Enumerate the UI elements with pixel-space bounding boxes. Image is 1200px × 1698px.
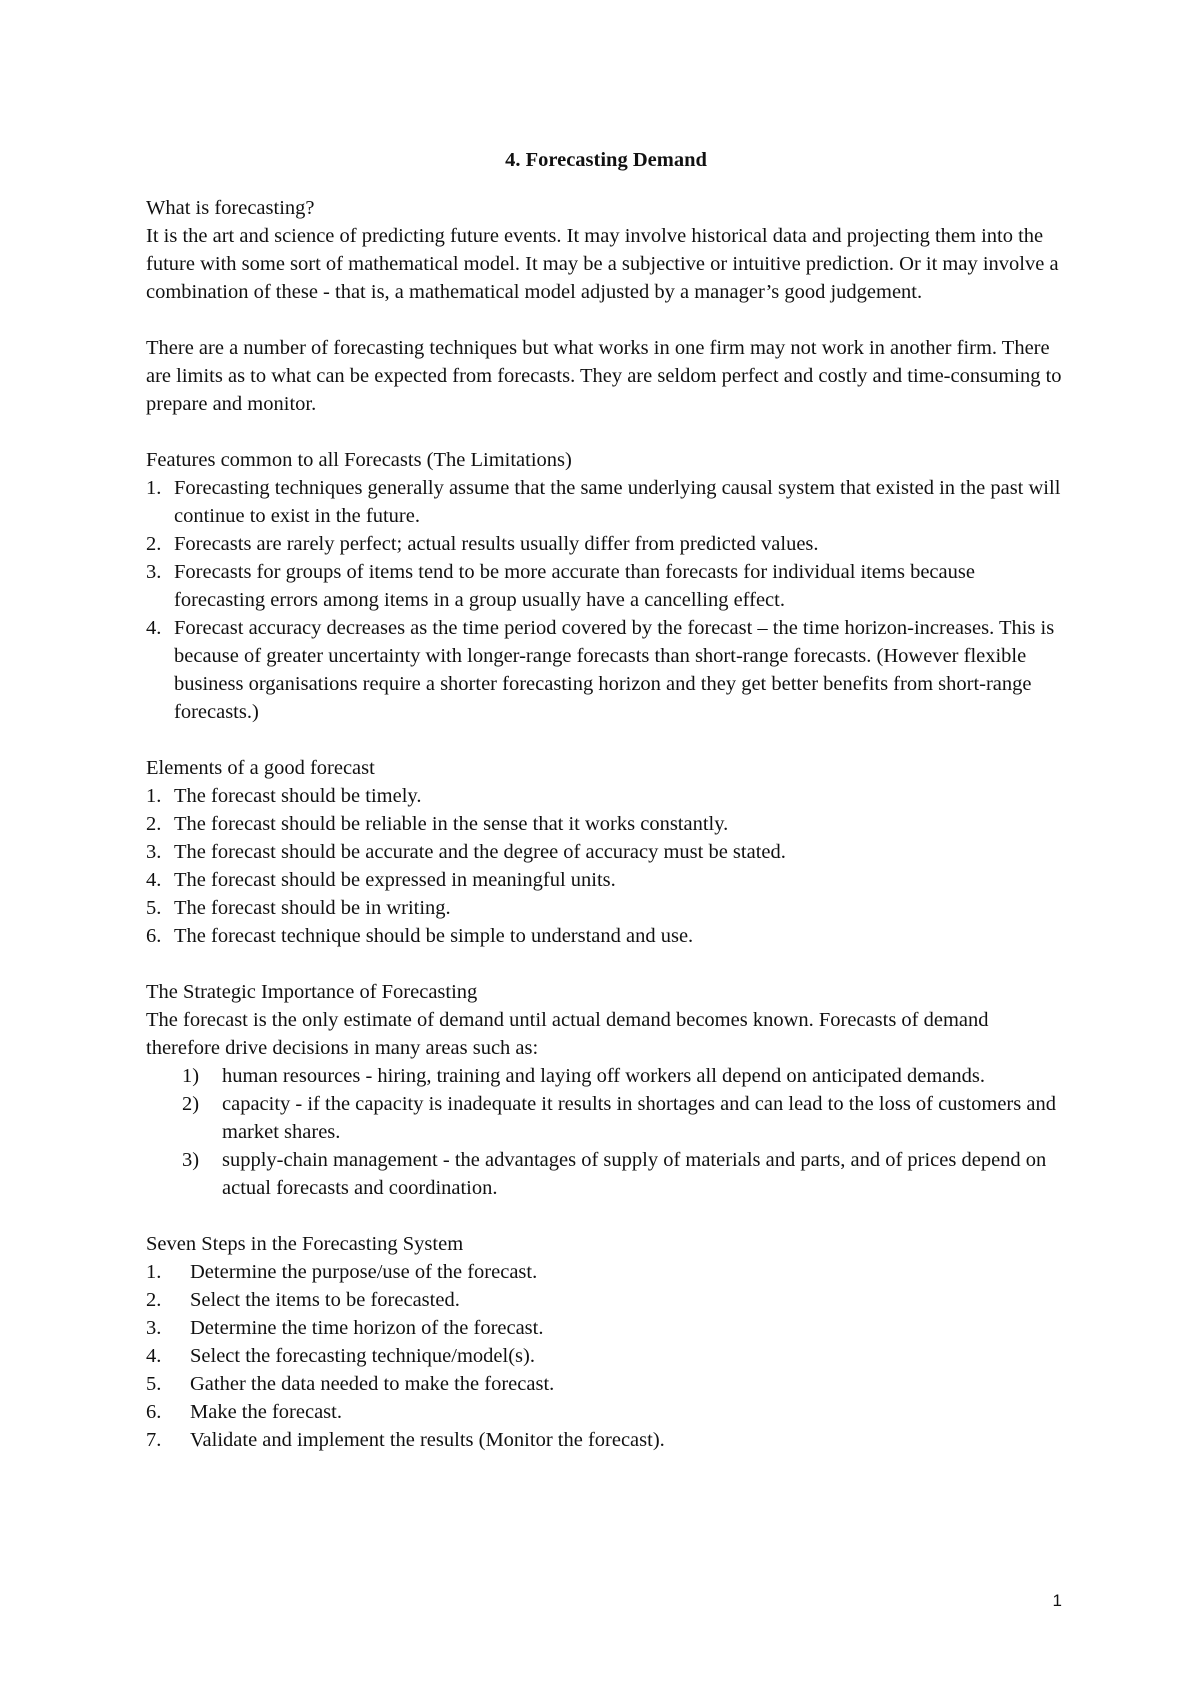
- steps-list: [146, 1258, 1066, 1454]
- list-item-text: Determine the purpose/use of the forecast.: [190, 1261, 538, 1283]
- steps-heading: Seven Steps in the Forecasting System: [146, 1233, 464, 1255]
- strategic-list: [182, 1062, 1066, 1202]
- intro-question: What is forecasting?: [146, 197, 315, 219]
- list-item-number: 3.: [146, 1317, 162, 1339]
- list-item-text: The forecast should be reliable in the sense that it works constantly.: [174, 813, 729, 835]
- list-item: [146, 866, 1066, 894]
- list-item: [146, 1258, 1066, 1286]
- list-item: [146, 782, 1066, 810]
- features-heading: Features common to all Forecasts (The Limitations): [146, 449, 572, 471]
- list-item-number: 1): [182, 1065, 200, 1087]
- list-item: [146, 1370, 1066, 1398]
- list-item-number: 2.: [146, 813, 162, 835]
- elements-heading: Elements of a good forecast: [146, 757, 375, 779]
- list-item-number: 2.: [146, 1289, 162, 1311]
- intro-paragraph: It is the art and science of predicting future events. It may involve historical data and projecting them into the future with some sort of mathematical model. It may be a subjective or intuitive prediction. Or it may involve a combination of these - that is, a mathematical model adjusted by a manager’s good judgement.: [146, 225, 1059, 303]
- list-item: [146, 474, 1066, 530]
- list-item-text: Select the forecasting technique/model(s).: [190, 1345, 535, 1367]
- page-title: 4. Forecasting Demand: [505, 149, 707, 171]
- list-item-text: supply-chain management - the advantages of supply of materials and parts, and of prices depend on actual forecasts and coordination.: [222, 1149, 1047, 1199]
- list-item-text: Forecasting techniques generally assume that the same underlying causal system that existed in the past will continue to exist in the future.: [174, 477, 1061, 527]
- techniques-paragraph: There are a number of forecasting techniques but what works in one firm may not work in another firm. There are limits as to what can be expected from forecasts. They are seldom perfect and costly and time-consuming to prepare and monitor.: [146, 337, 1062, 415]
- list-item-number: 4.: [146, 617, 162, 639]
- spacer: [146, 1202, 1066, 1230]
- list-item: [182, 1146, 1066, 1202]
- list-item: [146, 1286, 1066, 1314]
- list-item-number: 1.: [146, 785, 162, 807]
- list-item-number: 6.: [146, 1401, 162, 1423]
- list-item-number: 3.: [146, 841, 162, 863]
- list-item: [146, 838, 1066, 866]
- list-item-text: Validate and implement the results (Monitor the forecast).: [190, 1429, 665, 1451]
- strategic-heading: The Strategic Importance of Forecasting: [146, 981, 478, 1003]
- list-item-text: Forecasts are rarely perfect; actual results usually differ from predicted values.: [174, 533, 819, 555]
- spacer: [146, 418, 1066, 446]
- list-item: [146, 810, 1066, 838]
- list-item-number: 5.: [146, 897, 162, 919]
- list-item: [146, 1426, 1066, 1454]
- list-item-text: The forecast technique should be simple to understand and use.: [174, 925, 694, 947]
- list-item-text: The forecast should be accurate and the degree of accuracy must be stated.: [174, 841, 786, 863]
- list-item: [146, 1342, 1066, 1370]
- list-item-number: 2): [182, 1093, 200, 1115]
- strategic-paragraph: The forecast is the only estimate of demand until actual demand becomes known. Forecasts of demand therefore drive decisions in many areas such as:: [146, 1009, 989, 1059]
- list-item-text: The forecast should be in writing.: [174, 897, 451, 919]
- list-item-text: Forecasts for groups of items tend to be more accurate than forecasts for individual items because forecasting errors among items in a group usually have a cancelling effect.: [174, 561, 975, 611]
- list-item-text: Select the items to be forecasted.: [190, 1289, 460, 1311]
- list-item-number: 2.: [146, 533, 162, 555]
- page-number: 1: [1052, 1591, 1062, 1610]
- list-item: [146, 1398, 1066, 1426]
- list-item-text: The forecast should be timely.: [174, 785, 422, 807]
- list-item-number: 7.: [146, 1429, 162, 1451]
- list-item: [182, 1090, 1066, 1146]
- list-item-number: 3): [182, 1149, 200, 1171]
- list-item: [146, 558, 1066, 614]
- list-item-number: 1.: [146, 1261, 162, 1283]
- list-item: [146, 1314, 1066, 1342]
- list-item: [146, 614, 1066, 726]
- elements-list: [146, 782, 1066, 950]
- list-item-number: 3.: [146, 561, 162, 583]
- list-item-number: 4.: [146, 869, 162, 891]
- list-item: [146, 922, 1066, 950]
- list-item-number: 5.: [146, 1373, 162, 1395]
- spacer: [146, 726, 1066, 754]
- list-item-number: 1.: [146, 477, 162, 499]
- list-item-text: Determine the time horizon of the forecast.: [190, 1317, 544, 1339]
- list-item: [146, 894, 1066, 922]
- list-item-text: Forecast accuracy decreases as the time period covered by the forecast – the time horizon-increases. This is because of greater uncertainty with longer-range forecasts than short-range forecasts. (However flexible business organisations require a shorter forecasting horizon and they get better benefits from short-range forecasts.): [174, 617, 1055, 723]
- list-item-text: capacity - if the capacity is inadequate it results in shortages and can lead to the loss of customers and market shares.: [222, 1093, 1056, 1143]
- features-list: [146, 474, 1066, 726]
- spacer: [146, 306, 1066, 334]
- list-item-text: Make the forecast.: [190, 1401, 342, 1423]
- list-item-text: human resources - hiring, training and laying off workers all depend on anticipated demands.: [222, 1065, 986, 1087]
- list-item-number: 4.: [146, 1345, 162, 1367]
- document-body: [146, 146, 1066, 1454]
- list-item-number: 6.: [146, 925, 162, 947]
- list-item-text: The forecast should be expressed in meaningful units.: [174, 869, 616, 891]
- list-item: [146, 530, 1066, 558]
- list-item-text: Gather the data needed to make the forecast.: [190, 1373, 555, 1395]
- list-item: [182, 1062, 1066, 1090]
- spacer: [146, 950, 1066, 978]
